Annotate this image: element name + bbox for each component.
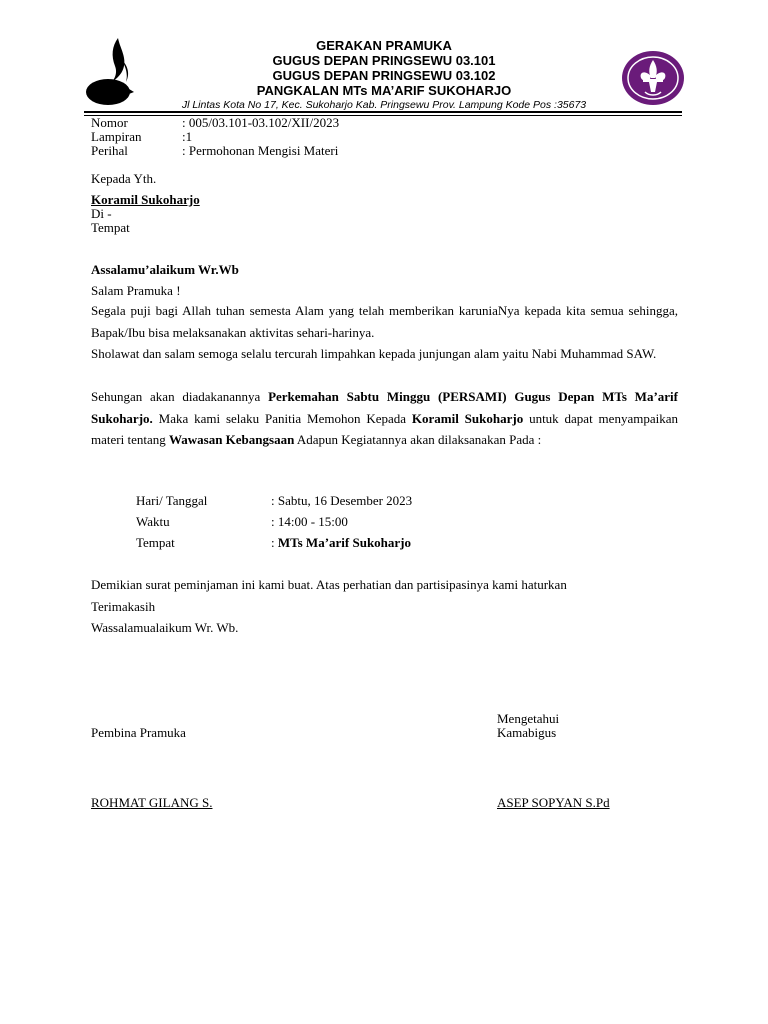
paragraph-1: Segala puji bagi Allah tuhan semesta Alam yang telah memberikan karuniaNya kepada kita semua sehingga, Bapak/Ibu bisa melaksanakan aktivitas sehari-harinya. — [91, 303, 678, 340]
letterhead — [140, 38, 628, 112]
letterhead-address: Jl Lintas Kota No 17, Kec. Sukoharjo Kab. Pringsewu Prov. Lampung Kode Pos :35673 — [181, 99, 587, 111]
detail-place-label: Tempat — [136, 535, 175, 550]
signature-left-name: ROHMAT GILANG S. — [91, 795, 213, 810]
nomor-label: Nomor — [91, 115, 128, 130]
signature-right-title-2: Kamabigus — [497, 725, 557, 740]
p3-text-c: Maka kami selaku Panitia Memohon Kepada — [152, 410, 412, 426]
detail-date-value: : Sabtu, 16 Desember 2023 — [271, 493, 413, 508]
detail-place-name: MTs Ma’arif Sukoharjo — [277, 535, 412, 550]
closing-line-3: Wassalamualaikum Wr. Wb. — [91, 620, 239, 635]
p3-text-e: untuk dapat menyampaikan materi tentang — [91, 410, 678, 447]
detail-time-value: : 14:00 - 15:00 — [271, 514, 348, 529]
kepada-text: Kepada Yth. — [91, 171, 157, 186]
p3-event-name: Perkemahan Sabtu Minggu (PERSAMI) Gugus Depan MTs Ma’arif Sukoharjo. — [91, 389, 678, 426]
scout-emblem-icon — [621, 50, 685, 106]
closing-line-2: Terimakasih — [91, 599, 156, 614]
p3-recipient: Koramil Sukoharjo — [411, 410, 524, 426]
recipient-name: Koramil Sukoharjo — [91, 192, 200, 207]
recipient-tempat: Tempat — [91, 220, 130, 235]
lampiran-label: Lampiran — [91, 129, 142, 144]
paragraph-3 — [91, 386, 678, 451]
header-rule-thin — [84, 115, 682, 116]
letterhead-line-2: GUGUS DEPAN PRINGSEWU 03.101 — [272, 53, 496, 68]
p3-text-g: Adapun Kegiatannya akan dilaksanakan Pada : — [294, 432, 542, 447]
letterhead-line-4: PANGKALAN MTs MA’ARIF SUKOHARJO — [256, 83, 512, 98]
lampiran-value: :1 — [182, 129, 193, 144]
header-rule-thick — [84, 111, 682, 113]
detail-date-label: Hari/ Tanggal — [136, 493, 208, 508]
signature-right-name: ASEP SOPYAN S.Pd — [497, 795, 610, 810]
perihal-label: Perihal — [91, 143, 128, 158]
p3-text-a: Sehungan akan diadakanannya — [91, 389, 269, 404]
paragraph-2: Sholawat dan salam semoga selalu tercurah limpahkan kepada junjungan alam yaitu Nabi Muhammad SAW. — [91, 346, 657, 361]
letterhead-line-1: GERAKAN PRAMUKA — [316, 38, 452, 53]
detail-place-prefix: : — [271, 535, 278, 550]
tunas-kelapa-icon — [84, 36, 136, 108]
salam-pramuka: Salam Pramuka ! — [91, 283, 181, 298]
p3-topic: Wawasan Kebangsaan — [168, 432, 295, 447]
detail-place-value — [271, 535, 411, 551]
signature-right-title-1: Mengetahui — [497, 711, 560, 726]
recipient-di: Di - — [91, 206, 112, 221]
opening-greeting: Assalamu’alaikum Wr.Wb — [91, 262, 239, 277]
detail-time-label: Waktu — [136, 514, 170, 529]
signature-left-title: Pembina Pramuka — [91, 725, 186, 740]
closing-line-1: Demikian surat peminjaman ini kami buat. Atas perhatian dan partisipasinya kami haturkan — [91, 577, 567, 592]
letterhead-line-3: GUGUS DEPAN PRINGSEWU 03.102 — [272, 68, 496, 83]
perihal-value: : Permohonan Mengisi Materi — [182, 143, 339, 158]
nomor-value: : 005/03.101-03.102/XII/2023 — [182, 115, 340, 130]
